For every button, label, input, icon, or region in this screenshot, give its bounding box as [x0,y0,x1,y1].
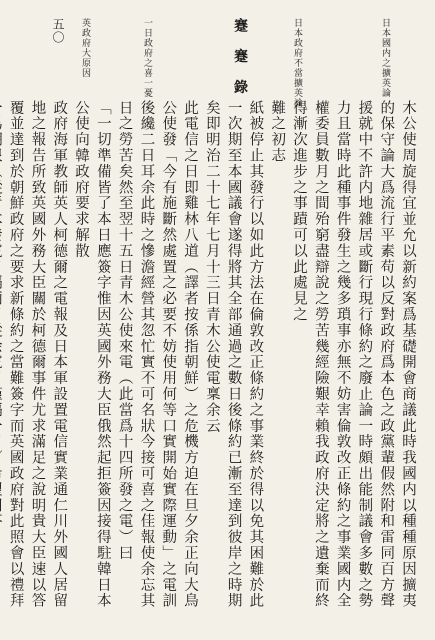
margin-note-left-2 [142,18,152,98]
page-title: 蹇 蹇 錄 [232,18,248,100]
margin-note-right [292,18,302,108]
page-number: 五〇 [51,18,65,44]
margin-note-line: 日本國内 [380,18,390,58]
margin-note-line: 當擴英論 [292,68,302,108]
margin-note-line: 一日政府之 [142,18,152,68]
paragraph: 「一切準備皆了本日應簽字惟因英國外務大臣俄然起拒簽因接得駐韓日本公使向韓政府要求解散 [73,100,111,609]
paragraph: 難之初志 [269,100,286,164]
paragraph: 此電信之日即雞林八道（譯者按係指朝鮮）之危機方迫在旦夕余正向大鳥公使發「今有施斷然處置之必要不妨使用何等口實開始實際運動」之電訓後纔二日耳余此時之慘澹經營其忽忙實不可名狀今接可喜之佳報使余忘其日之勞苦矣然至翌十五日青木公使來電（此當爲十四所發之電）曰 [116,100,199,609]
paragraph: 政府海軍教師英人柯德爾之電報及日本軍設置電信實業通仁川外國人居留地之報告所致英國外務大臣關於柯德爾事件尤求滿足之說明貴大臣速以答覆並達到於朝鮮政府之要求新條約之當難簽字而英國政府對此照會以禮拜 [7,100,68,609]
margin-note-left [80,18,90,78]
margin-note-line: 之擴英論 [380,58,390,98]
margin-note-line: 日本政府不 [292,18,302,68]
margin-note-line: 喜一憂 [142,68,152,98]
margin-note-line: 原因 [80,58,90,78]
paragraph: 木公使周旋得宜並允以新約案爲基礎開會商議此時我國内以種種原因擴夷的保守論大爲流行平素苟以反對政府爲本色之政黨輩假然附和雷同百方聲援就中不許内地雜居或斷行現行條約之廢止論一時頗出能制議會多數之勢力且當時此種事件發生之幾多瑣事亦無不妨害倫敦改正條約之事業國内全權委員數月之間殆窮盡辯說之勞苦幾經險艱幸賴我政府決定將之遺棄而終得漸次進步之事蹟可以此處見之 [291,100,416,609]
main-text [7,100,418,620]
paragraph: 紙被停止其發行以如此方法在倫敦改正條約之事業終於得以免其困難於此一次期至本國議會遂得將其全部通過之數日後條約已漸至達到彼岸之時期矣即明治二十七年七月十三日青木公使電稟余云 [203,100,264,609]
margin-note-right-2 [380,18,390,98]
margin-note-line: 英政府大 [80,18,90,58]
